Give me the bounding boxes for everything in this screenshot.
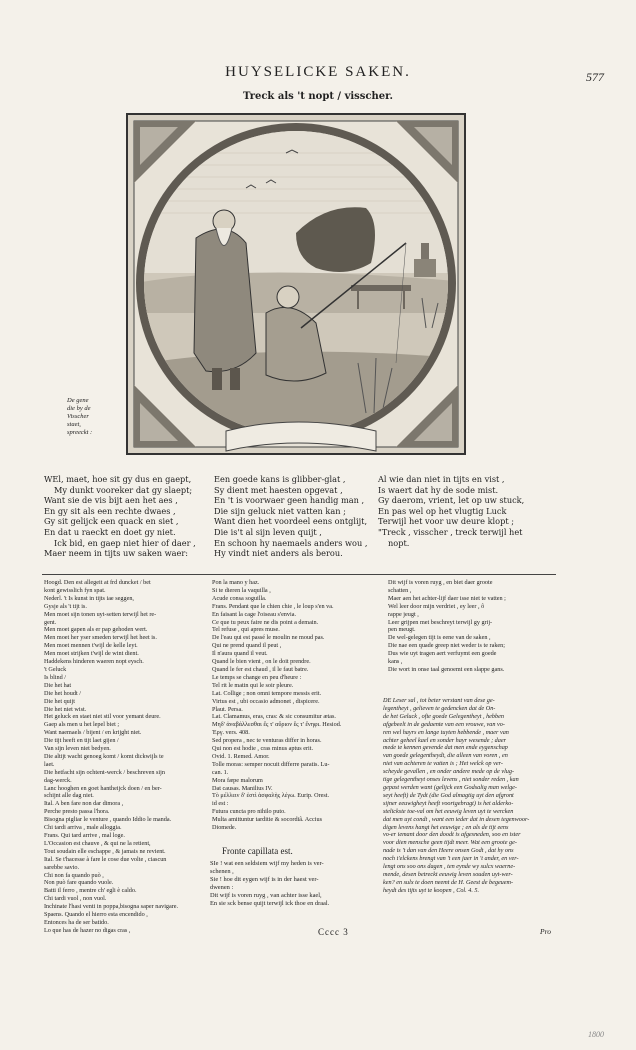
margin-note bbox=[67, 397, 113, 437]
verse-line: Leer grijpen met beschreyt terwijl gy grij- bbox=[388, 618, 493, 626]
proverb-line: Die het hat bbox=[44, 681, 72, 689]
reader-note bbox=[383, 697, 559, 895]
poem-line: Want sie de vis bijt aen het aes , bbox=[44, 495, 178, 506]
proverb-line: can. 1. bbox=[212, 768, 229, 776]
proverb-line: Diomede. bbox=[212, 824, 237, 832]
note-line: scheyde gevallen , en onder andere mede op de vlug- bbox=[383, 768, 515, 776]
proverb-line: Plaut. Persa. bbox=[212, 705, 243, 713]
proverb-line: Le temps se change en peu d'heure : bbox=[212, 673, 302, 681]
section-heading: Fronte capillata est. bbox=[222, 846, 293, 856]
proverb-line: Perche presto passa l'hora. bbox=[44, 808, 110, 816]
verse-line: SIe ! wat een seldsiem wijf my heden is ver- bbox=[210, 860, 324, 867]
margin-note-line: Visscher bbox=[67, 413, 89, 420]
poem-column-left bbox=[44, 474, 222, 559]
verse-line: Maer aen het achter-lijf daer isse niet te vatten ; bbox=[388, 594, 506, 602]
verse-line: Die wort in onse taal genoemt een slappe gans. bbox=[388, 665, 505, 673]
poem-line: Ick bid, en gaep niet hier of daer , bbox=[54, 537, 196, 548]
verse-fronte bbox=[210, 860, 380, 908]
poem-line: WEl, maet, hoe sit gy dus en gaept, bbox=[44, 474, 192, 484]
proverb-line: Want naemaels / bijent / en krijght niet. bbox=[44, 729, 142, 737]
proverb-line: Men moet her yser smeden terwijl het heet is. bbox=[44, 634, 157, 642]
proverb-line: Dat causas. Manilius IV. bbox=[212, 784, 273, 792]
note-line: niet van achteren te vatten is ; Het welck op ver- bbox=[383, 760, 503, 768]
poem-line: My dunkt vooreker dat gy slaept; bbox=[54, 484, 193, 495]
note-line: seyt heeft) de Tydt (die God almagtig uyt den afgront bbox=[383, 791, 514, 799]
proverb-line: Die altijt wacht genoeg komt / komt dickwijls te bbox=[44, 752, 164, 760]
poem-line: Sy dient met haesten opgevat , bbox=[214, 484, 343, 495]
section-divider bbox=[42, 574, 556, 575]
note-line: ren wel hayrs en lange tuyten hebbende , maer van bbox=[383, 728, 509, 736]
proverb-line: Lo que has de hazer no digas cras , bbox=[44, 926, 131, 934]
proverb-line: Ital. A ben fare non dar dimora , bbox=[44, 800, 124, 808]
verse-line: dwenen : bbox=[210, 884, 234, 891]
proverb-line: id est : bbox=[212, 800, 229, 808]
signature-mark: Cccc 3 bbox=[318, 927, 349, 937]
proverb-line: Tel refuse , qui apres muse. bbox=[212, 626, 280, 634]
proverb-line: laet. bbox=[44, 760, 55, 768]
note-line: afgebeelt in de gedaente van een vrouwe, van vo- bbox=[383, 720, 505, 728]
poem-column-right bbox=[378, 474, 538, 548]
proverb-line: Ce que tu peux faire ne dis point a demain. bbox=[212, 618, 319, 626]
poem-line: Een goede kans is glibber-glat , bbox=[214, 474, 346, 484]
poem-line: En schoon hy naemaels anders wou , bbox=[214, 537, 368, 548]
proverb-line: Nederl. 't Is kunst in tijts iae seggen, bbox=[44, 594, 134, 602]
proverb-line: Lat. Collige ; non omni tempore messis erit. bbox=[212, 689, 322, 697]
proverb-line: Qui ne prend quand il peut , bbox=[212, 642, 282, 650]
proverb-line: Tout soudain elle eschappe , & jamais ne revient. bbox=[44, 847, 166, 855]
proverb-line: Die het houdt / bbox=[44, 689, 81, 697]
verse-line: Sie ! hoe dit eygen wijf is in der haest ver- bbox=[210, 876, 319, 883]
proverb-line: Quand le bien vient , on le doit prendre. bbox=[212, 658, 311, 666]
proverb-line: Sed propera , nec te venturas differ in horas. bbox=[212, 737, 322, 745]
poem-line: Die is't al sijn leven quijt , bbox=[214, 526, 322, 537]
proverb-line: Acude consa soguilla. bbox=[212, 594, 267, 602]
poem-line: Al wie dan niet in tijts en vist , bbox=[378, 474, 505, 484]
note-line: gepast werden want (gelijck een Godsalig man welge- bbox=[383, 783, 517, 791]
proverb-line: Men moet mennen t'wijl de kelle leyt. bbox=[44, 642, 138, 650]
proverb-line: Si te dieren la vaquilla , bbox=[212, 586, 271, 594]
verse-line: Wel leer door mijn verdriet , ey leer , ô bbox=[388, 602, 485, 610]
proverb-line: Frans. Pendant que le chien chie , le loup s'en va. bbox=[212, 602, 334, 610]
note-line: noch t'elckens brengt van 't een jaer in 't ander, en ver- bbox=[383, 855, 519, 863]
proverb-line: 't Geluck bbox=[44, 665, 67, 673]
proverb-line: gent. bbox=[44, 618, 57, 626]
poem-line: Die sijn geluck niet vatten kan ; bbox=[214, 505, 346, 516]
running-title: HUYSELICKE SAKEN. bbox=[225, 64, 411, 80]
proverb-line: kont gewisslich fyn spat. bbox=[44, 586, 106, 594]
verse-line: En sie sck bense quijt terwijl ick thoe en draal. bbox=[210, 900, 330, 907]
proverb-line: Gaep als men u het lepel biet ; bbox=[44, 721, 120, 729]
poem-line: Is waert dat hy de sode mist. bbox=[378, 484, 499, 495]
proverb-line: Men moet strijken t'wijl de wint dient. bbox=[44, 650, 139, 658]
proverb-line: sarebbe savio. bbox=[44, 863, 80, 871]
proverb-line: Het geluck en staet niet stil voor yemant deure. bbox=[44, 713, 161, 721]
note-line: mende, desen betreckt eeuwig leven souden uyt-wer- bbox=[383, 870, 513, 878]
proverb-line: Bisogna pigliar le venture , quando Iddio le manda. bbox=[44, 816, 172, 824]
verse-line: pen meugt. bbox=[388, 626, 416, 634]
note-line: lengt ons soo ons dagen , ten eynde wy sulcx waerne- bbox=[383, 863, 516, 871]
verse-line: Die nae een quade greep niet weder is te raken; bbox=[388, 642, 505, 650]
proverb-line: Multa amittuntur tarditie & socordiâ. Accius bbox=[212, 816, 322, 824]
note-line: sijner eeuwigheyt heeft voortgebragt) is het alderko- bbox=[383, 799, 514, 807]
verse-line: De wel-gelegen tijt is eene van de saken , bbox=[388, 634, 491, 642]
proverb-line: Men moet gapen als er pap gehoden wert. bbox=[44, 626, 148, 634]
margin-note-line: De gene bbox=[67, 397, 89, 404]
proverb-line: Il n'aura quand il veut. bbox=[212, 650, 268, 658]
proverb-line: Tel rit le matin qui le soir pleure. bbox=[212, 681, 294, 689]
proverb-line: Die hetfacht sijn ochtent-werck / beschreven sijn bbox=[44, 768, 165, 776]
note-line: achter geheel kael en sonder hayr wesende ; daer bbox=[383, 736, 507, 744]
note-line: nade is 't dan van den Heere onsen Godt , dat hy ons bbox=[383, 847, 514, 855]
proverb-line: Entonces ha de ser batido. bbox=[44, 918, 109, 926]
margin-note-line: spreeckt : bbox=[67, 429, 93, 436]
note-line: van goede gelegentheydt, die alleen van voren , en bbox=[383, 752, 508, 760]
proverb-line: L'Occasion est chauve , & qui ne la retient, bbox=[44, 839, 151, 847]
poem-line: En dat u raeckt en doet gy niet. bbox=[44, 526, 176, 537]
verse-line: Dit wijf is voren ruyg , van achter isse kael, bbox=[210, 892, 322, 899]
note-line: tige gelegentheyt onses levens , niet sonder reden , kan bbox=[383, 776, 519, 784]
proverb-line: Gysje als 't tijt is. bbox=[44, 602, 87, 610]
proverb-line: Hoogd. Den est allegeit at frd duncket / bet bbox=[44, 579, 151, 586]
proverb-line: schijnt alle dag niet. bbox=[44, 792, 94, 800]
poem-line: Hy vindt niet anders als berou. bbox=[214, 548, 343, 559]
proverb-line: Mora fæpe malorum bbox=[212, 776, 263, 784]
proverb-line: Die het quijt bbox=[44, 697, 75, 705]
poem-line: Gy daerom, vrient, let op uw stuck, bbox=[378, 495, 525, 506]
poem-line: nopt. bbox=[388, 537, 410, 548]
proverb-line: dag-werck. bbox=[44, 776, 72, 784]
verse-line: Dit wijf is voren ruyg , en biet daer groote bbox=[388, 579, 493, 586]
note-line: legentheyt , gelieven te gedencken dat de On- bbox=[383, 704, 496, 712]
proverb-line: Qui non est hodie , cras minus aptus erit. bbox=[212, 745, 314, 753]
verse-line: schatten , bbox=[388, 586, 412, 594]
verse-line: Dus wie uyt tragen aert verfuymt een goede bbox=[388, 650, 497, 658]
proverb-line: Non può fare quando vuole. bbox=[44, 879, 114, 887]
proverb-line: Frans. Qui tard arrive , mal loge. bbox=[44, 832, 125, 839]
proverb-line: Pon la mano y haz. bbox=[212, 579, 260, 586]
proverb-line: Die het niet wist. bbox=[44, 705, 87, 713]
note-line: DE Leser sal , tot beter verstant van dese ge- bbox=[383, 697, 495, 704]
proverb-line: Chi tardi vuol , non vuol. bbox=[44, 895, 107, 903]
proverb-line: Ital. Se t'hacesse à fare le cose due volte , ciascun bbox=[44, 855, 167, 863]
proverb-line: Virtus est , ubi occasio admonet , dispicere. bbox=[212, 697, 320, 705]
proverb-line: Quand le fer est chaud , il le faut batre. bbox=[212, 665, 309, 673]
proverb-line: Chi non fa quando può , bbox=[44, 871, 104, 879]
note-line: vo-er iemant door den doodt is afgesneden, soo en ister bbox=[383, 831, 521, 839]
proverb-line: Van sijn leven niet bedyen. bbox=[44, 745, 111, 753]
note-line: heydt des tijts uyt te koopen , Col. 4. 5. bbox=[383, 886, 480, 894]
poem-line: Terwijl het voor uw deure klopt ; bbox=[378, 516, 514, 527]
proverb-line: Die tijt heeft en tijt laet gijen / bbox=[44, 737, 119, 745]
proverb-line: Τὸ μέλλειν δ' ἐστὶ ἀσφαλὴς λέγω. Eurip. Orest. bbox=[212, 792, 330, 800]
poem-column-middle bbox=[214, 474, 374, 559]
proverb-line: Spaens. Quando el hierro esta encendido , bbox=[44, 911, 148, 919]
poem-line: En pas wel op het vlugtig Luck bbox=[378, 505, 507, 516]
poem-line: Want dien het voordeel eens ontglijt, bbox=[214, 516, 368, 527]
proverb-line: Lanc hooghen en goet hantheijck doen / en ber- bbox=[44, 784, 162, 792]
proverb-line: Tolle moras: semper nocuit differre paratis. Lu- bbox=[212, 760, 330, 768]
margin-note-line: die by de bbox=[67, 405, 91, 412]
verse-line: schenen , bbox=[210, 868, 234, 875]
proverb-line: Chi tardi arriva , male alloggia. bbox=[44, 824, 122, 832]
proverb-line: De l'eau qui est passé le moulin ne moud pas. bbox=[212, 634, 325, 642]
proverb-line: Is blind / bbox=[44, 673, 67, 681]
margin-note-line: staet, bbox=[67, 421, 81, 428]
note-line: mede te kennen gevende dat men ende eygenschap bbox=[383, 744, 508, 752]
proverb-line: En faisant la cage l'oiseau s'envia. bbox=[212, 610, 297, 618]
proverb-line: Ovid. 1. Remed. Amor. bbox=[212, 752, 270, 760]
proverb-line: Inchinate l'hasi venti in poppa,bisogna saper navigare. bbox=[44, 903, 179, 911]
engraving-fisherman-scene-icon bbox=[126, 113, 466, 455]
verse-column-3 bbox=[388, 579, 562, 674]
proverbs-column-1 bbox=[44, 579, 214, 935]
proverb-line: Ἐργ. vers. 408. bbox=[212, 729, 250, 737]
note-line: de het Geluck , ofte goede Gelegentheyt , hebben bbox=[383, 712, 504, 720]
note-line: digen levens hangt het eeuwige ; en als de tijt eens bbox=[383, 823, 509, 831]
proverb-line: Batti il ferro , mentre ch' egli è caldo. bbox=[44, 887, 137, 895]
proverb-line: Μηδ' ἀναβάλλεσθαι ἔς τ' αὔριον ἔς τ' ἔνηφι. Hesiod. bbox=[212, 721, 342, 729]
poem-line: Gy sit gelijck een quack en siet , bbox=[44, 516, 179, 527]
poem-line: "Treck , visscher , treck terwijl het bbox=[378, 526, 523, 537]
proverbs-column-2 bbox=[212, 579, 378, 832]
proverb-line: Haddekens hinderen waeren nopt eysch. bbox=[44, 658, 144, 666]
poem-line: Maer neem in tijts uw saken waer: bbox=[44, 548, 189, 559]
poem-line: En gy sit als een rechte dwaes , bbox=[44, 505, 176, 516]
proverb-line: Futura cuncta pro nihilo puto. bbox=[212, 808, 286, 816]
proverb-line: Lat. Clamamus, eras, cras: & sic consumitur ætas. bbox=[212, 713, 336, 721]
note-line: dat men uyt condt , want een ieder dat in desen tegenwoor- bbox=[383, 815, 530, 823]
poem-line: En 't is voorwaer geen handig man , bbox=[214, 495, 365, 506]
pencil-annotation: 1800 bbox=[588, 1030, 604, 1039]
proverb-line: Men moet sijn tonen uyt-setten terwijl het re- bbox=[44, 610, 157, 618]
page-number: 577 bbox=[586, 70, 604, 84]
verse-line: kans , bbox=[388, 658, 403, 666]
note-line: stelickste toe-val om het eeuwig leven uyt te wercken bbox=[383, 807, 514, 815]
verse-line: rappe jeugt , bbox=[388, 610, 419, 618]
note-line: voor dien mensche geen tijdt meer. Wat een groote ge- bbox=[383, 839, 517, 847]
note-line: ken? en sulx te doen neemt de H. Geest de begeuem- bbox=[383, 878, 514, 886]
catchword: Pro bbox=[540, 927, 551, 936]
subtitle: Treck als 't nopt / visscher. bbox=[243, 91, 393, 102]
